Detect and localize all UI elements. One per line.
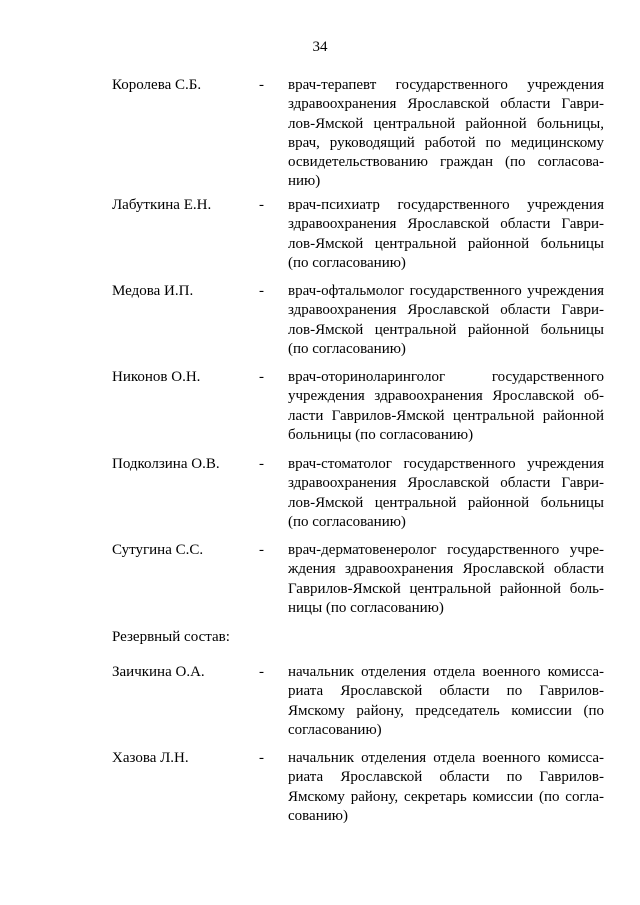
position-line: (по согласованию): [288, 513, 406, 530]
member-name: Хазова Л.Н.: [112, 750, 189, 766]
position-line: врач, руководящий работой по медицинскому: [288, 134, 604, 151]
position-line: врач-психиатр государственного учреждения: [288, 197, 604, 213]
dash-separator: -: [259, 456, 264, 472]
position-line: больницы (по согласованию): [288, 426, 474, 443]
member-name: Медова И.П.: [112, 283, 194, 299]
member-row: [112, 282, 604, 359]
member-name: Лабуткина Е.Н.: [112, 197, 212, 213]
position-line: (по согласованию): [288, 340, 406, 357]
member-position: [288, 368, 604, 445]
position-line: учреждения здравоохранения Ярославской об-: [288, 388, 604, 405]
member-row: [112, 455, 604, 532]
reserve-member-row: [112, 749, 604, 826]
reserve-heading: Резервный состав:: [112, 629, 230, 645]
position-line: нию): [288, 173, 321, 190]
position-line: освидетельствованию граждан (по согласова-: [288, 154, 604, 171]
position-line: начальник отделения отдела военного комисса-: [288, 750, 604, 766]
member-position: [288, 663, 604, 740]
position-line: ласти Гаврилов-Ямской центральной районной: [288, 407, 604, 424]
dash-separator: -: [259, 283, 264, 299]
dash-separator: -: [259, 542, 264, 558]
position-line: лов-Ямской центральной районной больницы,: [288, 115, 604, 132]
dash-separator: -: [259, 369, 264, 385]
position-line: Ямскому району, председатель комиссии (по: [288, 702, 604, 719]
position-line: (по согласованию): [288, 254, 406, 271]
position-line: сованию): [288, 807, 348, 824]
member-name: Подколзина О.В.: [112, 456, 220, 472]
dash-separator: -: [259, 664, 264, 680]
position-line: риата Ярославской области по Гаврилов-: [288, 683, 604, 700]
position-line: начальник отделения отдела военного комисса-: [288, 664, 604, 680]
position-line: ницы (по согласованию): [288, 599, 444, 616]
position-line: согласованию): [288, 721, 382, 738]
dash-separator: -: [259, 750, 264, 766]
position-line: врач-дерматовенеролог государственного учре-: [288, 542, 604, 558]
member-name: Заичкина О.А.: [112, 664, 205, 680]
dash-separator: -: [259, 197, 264, 213]
page-number: 34: [312, 39, 328, 55]
position-line: лов-Ямской центральной районной больницы: [288, 321, 604, 338]
position-line: здравоохранения Ярославской области Гаври-: [288, 216, 604, 233]
position-line: врач-офтальмолог государственного учреждения: [288, 283, 604, 299]
position-line: врач-стоматолог государственного учреждения: [288, 456, 604, 472]
position-line: Ямскому району, секретарь комиссии (по согла-: [288, 788, 604, 805]
position-line: врач-оториноларинголог государственного: [288, 369, 604, 385]
position-line: лов-Ямской центральной районной больницы: [288, 494, 604, 511]
member-position: [288, 455, 604, 532]
member-row: [112, 541, 604, 618]
member-position: [288, 282, 604, 359]
position-line: здравоохранения Ярославской области Гаври-: [288, 96, 604, 113]
member-name: Королева С.Б.: [112, 77, 202, 93]
member-row: [112, 196, 604, 273]
member-row: [112, 76, 604, 192]
position-line: Гаврилов-Ямской центральной районной боль-: [288, 580, 604, 597]
position-line: риата Ярославской области по Гаврилов-: [288, 769, 604, 786]
member-position: [288, 541, 604, 618]
dash-separator: -: [259, 77, 264, 93]
position-line: врач-терапевт государственного учреждения: [288, 77, 604, 93]
member-row: [112, 368, 604, 445]
member-position: [288, 76, 604, 192]
member-name: Никонов О.Н.: [112, 369, 201, 385]
member-position: [288, 749, 604, 826]
position-line: ждения здравоохранения Ярославской области: [288, 561, 604, 578]
reserve-member-row: [112, 663, 604, 740]
member-name: Сутугина С.С.: [112, 542, 204, 558]
member-position: [288, 196, 604, 273]
position-line: здравоохранения Ярославской области Гаври-: [288, 475, 604, 492]
position-line: лов-Ямской центральной районной больницы: [288, 235, 604, 252]
position-line: здравоохранения Ярославской области Гаври-: [288, 302, 604, 319]
